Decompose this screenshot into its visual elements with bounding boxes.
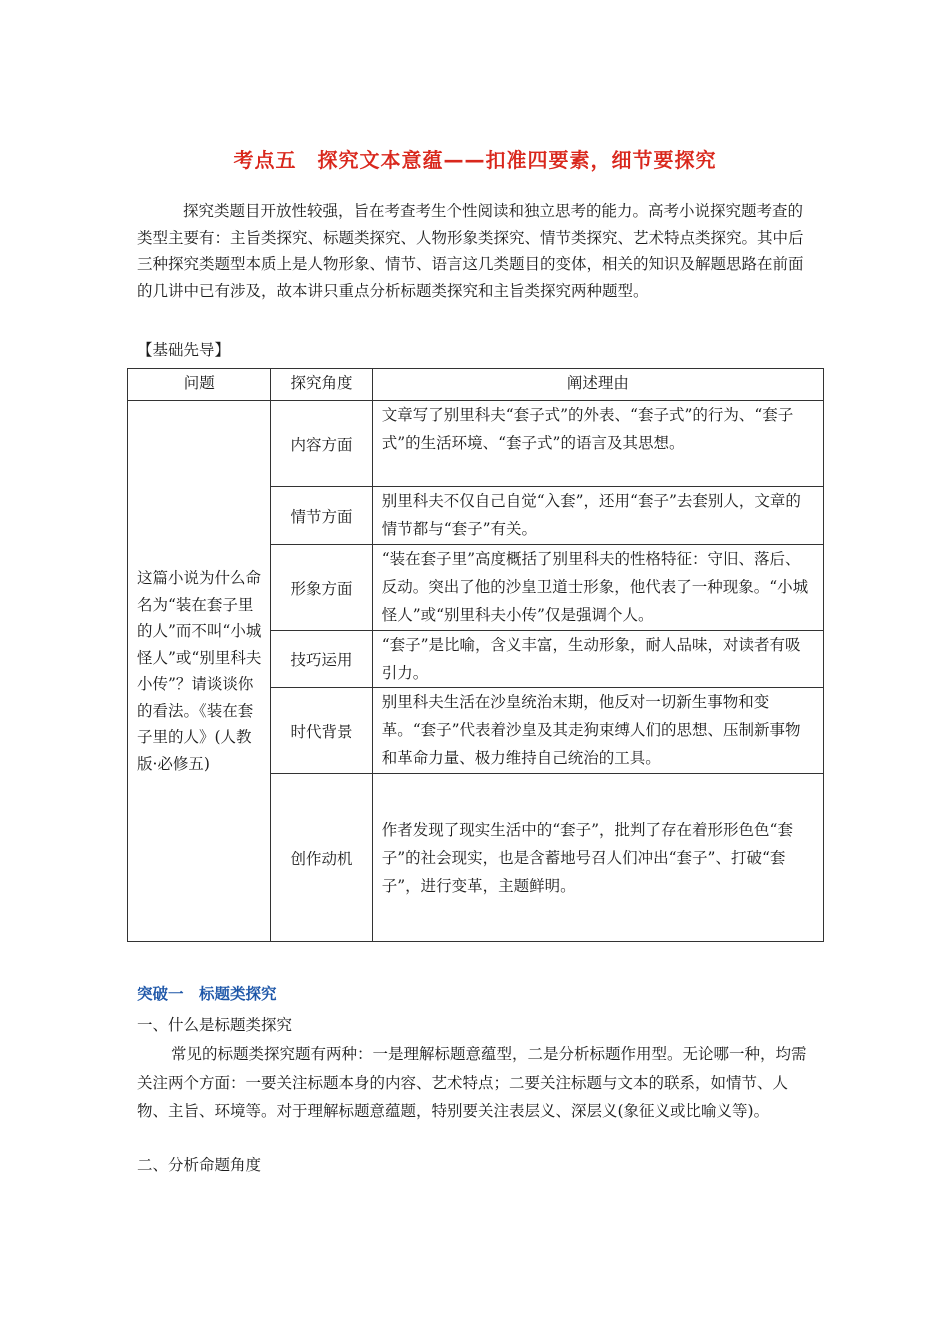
angle-cell: 情节方面 — [271, 487, 372, 545]
basic-section-label: 【基础先导】 — [137, 341, 231, 359]
reason-cell: 别里科夫不仅自己自觉“入套”，还用“套子”去套别人，文章的情节都与“套子”有关。 — [372, 487, 823, 545]
reason-cell: 作者发现了现实生活中的“套子”，批判了存在着形形色色“套子”的社会现实，也是含蓄地号召人们冲出“套子”、打破“套子”，进行变革，主题鲜明。 — [372, 774, 823, 942]
section-body-paragraph: 常见的标题类探究题有两种：一是理解标题意蕴型，二是分析标题作用型。无论哪一种，均需关注两个方面：一要关注标题本身的内容、艺术特点；二要关注标题与文本的联系，如情节、人物、主旨、环境等。对于理解标题意蕴题，特别要关注表层义、深层义(象征义或比喻义等)。 — [137, 1045, 807, 1120]
subsection-heading: 二、分析命题角度 — [137, 1156, 262, 1174]
analysis-table — [127, 368, 824, 942]
header-reason: 阐述理由 — [372, 369, 823, 401]
angle-cell: 内容方面 — [271, 401, 372, 487]
reason-cell: “装在套子里”高度概括了别里科夫的性格特征：守旧、落后、反动。突出了他的沙皇卫道士形象，他代表了一种现象。“小城怪人”或“别里科夫小传”仅是强调个人。 — [372, 545, 823, 631]
intro-paragraph: 探究类题目开放性较强，旨在考查考生个性阅读和独立思考的能力。高考小说探究题考查的类型主要有：主旨类探究、标题类探究、人物形象类探究、情节类探究、艺术特点类探究。其中后三种探究类题型本质上是人物形象、情节、语言这几类题目的变体，相关的知识及解题思路在前面的几讲中已有涉及，故本讲只重点分析标题类探究和主旨类探究两种题型。 — [137, 202, 804, 300]
reason-cell: 别里科夫生活在沙皇统治末期，他反对一切新生事物和变革。“套子”代表着沙皇及其走狗束缚人们的思想、压制新事物和革命力量、极力维持自己统治的工具。 — [372, 688, 823, 774]
reason-cell: 文章写了别里科夫“套子式”的外表、“套子式”的行为、“套子式”的生活环境、“套子式”的语言及其思想。 — [372, 401, 823, 487]
table-header-row — [128, 369, 824, 401]
angle-cell: 形象方面 — [271, 545, 372, 631]
question-cell: 这篇小说为什么命名为“装在套子里的人”而不叫“小城怪人”或“别里科夫小传”？请谈谈你的看法。《装在套子里的人》(人教版·必修五) — [128, 401, 271, 942]
angle-cell: 技巧运用 — [271, 631, 372, 688]
section-heading: 突破一 标题类探究 — [137, 985, 277, 1003]
reason-cell: “套子”是比喻，含义丰富，生动形象，耐人品味，对读者有吸引力。 — [372, 631, 823, 688]
header-question: 问题 — [128, 369, 271, 401]
angle-cell: 时代背景 — [271, 688, 372, 774]
table-row — [128, 401, 824, 487]
subsection-heading: 一、什么是标题类探究 — [137, 1016, 293, 1034]
angle-cell: 创作动机 — [271, 774, 372, 942]
header-angle: 探究角度 — [271, 369, 372, 401]
page-title: 考点五 探究文本意蕴——扣准四要素，细节要探究 — [233, 148, 717, 172]
